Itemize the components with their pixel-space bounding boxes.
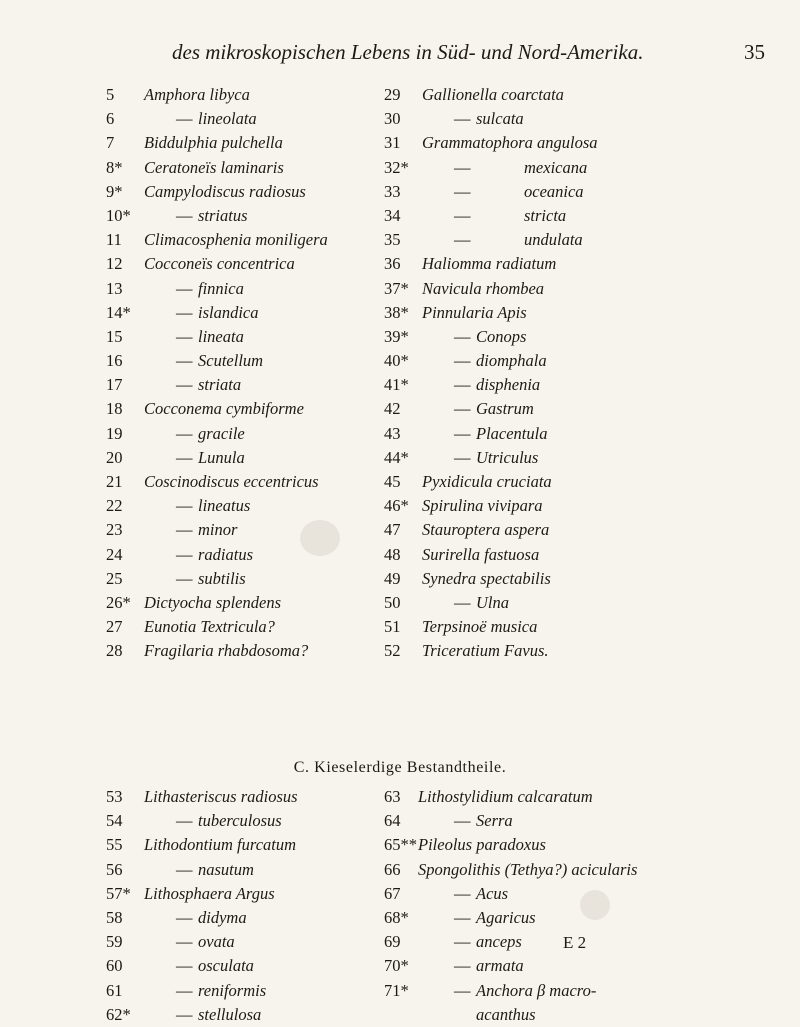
entry-number: 42 xyxy=(384,399,401,419)
entry-number: 27 xyxy=(106,617,123,637)
entry-number: 66 xyxy=(384,859,401,879)
species-name: Utriculus xyxy=(476,447,539,467)
ditto-dash: — xyxy=(454,883,471,903)
entry-number: 18 xyxy=(106,399,123,419)
entry-number: 46* xyxy=(384,496,409,516)
species-name: didyma xyxy=(198,907,247,927)
species-entry xyxy=(384,156,724,180)
ditto-dash: — xyxy=(454,423,471,443)
species-name: Ceratoneïs laminaris xyxy=(144,157,284,177)
species-name: Navicula rhombea xyxy=(422,278,545,298)
entry-number: 15 xyxy=(106,326,123,346)
species-name: reniformis xyxy=(198,980,267,1000)
entry-number: 14* xyxy=(106,302,131,322)
species-entry xyxy=(384,325,724,349)
species-entry xyxy=(384,349,724,373)
species-entry xyxy=(384,930,724,954)
entry-number: 25 xyxy=(106,568,123,588)
entry-number: 17 xyxy=(106,375,123,395)
ditto-dash: — xyxy=(176,1004,193,1024)
entry-number: 48 xyxy=(384,544,401,564)
species-name: disphenia xyxy=(476,375,541,395)
species-name: Anchora β macro- xyxy=(476,980,597,1000)
species-name: Dictyocha splendens xyxy=(144,592,282,612)
species-entry xyxy=(384,204,724,228)
species-name: diomphala xyxy=(476,351,547,371)
entry-number: 35 xyxy=(384,230,401,250)
entry-number: 34 xyxy=(384,205,401,225)
entry-number: 41* xyxy=(384,375,409,395)
species-name: striata xyxy=(198,375,242,395)
entry-number: 59 xyxy=(106,932,123,952)
species-name: Terpsinoë musica xyxy=(422,617,538,637)
species-name: Lithasteriscus radiosus xyxy=(144,787,298,806)
species-name: minor xyxy=(198,520,238,540)
ditto-dash: — xyxy=(176,980,193,1000)
species-name: sulcata xyxy=(476,109,524,129)
species-name: Agaricus xyxy=(476,907,536,927)
entry-number: 61 xyxy=(106,980,123,1000)
species-entry xyxy=(384,785,724,809)
species-name: Surirella fastuosa xyxy=(422,544,540,564)
species-name: anceps xyxy=(476,932,522,952)
entry-number: 64 xyxy=(384,811,401,831)
species-name: subtilis xyxy=(198,568,246,588)
entry-number: 62* xyxy=(106,1004,131,1024)
entry-number: 33 xyxy=(384,181,401,201)
species-entry xyxy=(384,979,724,1003)
species-entry xyxy=(384,422,724,446)
ditto-dash: — xyxy=(176,568,193,588)
entry-number: 19 xyxy=(106,423,123,443)
species-name: lineolata xyxy=(198,109,257,129)
species-list-right-2 xyxy=(384,785,724,1027)
species-entry xyxy=(384,83,724,107)
entry-number: 11 xyxy=(106,230,122,250)
ditto-dash: — xyxy=(454,326,471,346)
entry-number: 24 xyxy=(106,544,123,564)
ditto-dash: — xyxy=(176,932,193,952)
ditto-dash: — xyxy=(454,907,471,927)
species-name: Triceratium Favus. xyxy=(422,641,549,661)
ditto-dash: — xyxy=(176,302,193,322)
species-entry xyxy=(384,639,724,663)
species-name: stellulosa xyxy=(198,1004,262,1024)
entry-number: 49 xyxy=(384,568,401,588)
entry-number: 40* xyxy=(384,351,409,371)
species-name: Pileolus paradoxus xyxy=(418,835,546,855)
running-title: des mikroskopischen Lebens in Süd- und Nord-Amerika. xyxy=(172,40,644,64)
species-entry xyxy=(384,252,724,276)
species-entry xyxy=(384,180,724,204)
species-name: radiatus xyxy=(198,544,254,564)
entry-number: 43 xyxy=(384,423,401,443)
entry-number: 8* xyxy=(106,157,123,177)
species-name: ovata xyxy=(198,932,235,952)
entry-number: 56 xyxy=(106,859,123,879)
species-name: striatus xyxy=(198,205,248,225)
species-name: undulata xyxy=(524,230,583,250)
entry-number: 63 xyxy=(384,787,401,806)
ditto-dash: — xyxy=(454,205,471,225)
species-entry xyxy=(384,567,724,591)
entry-number: 12 xyxy=(106,254,123,274)
species-name: Lithodontium furcatum xyxy=(144,835,297,855)
species-name: Spongolithis (Tethya?) acicularis xyxy=(418,859,638,879)
species-name: Gallionella coarctata xyxy=(422,85,564,104)
species-name: Acus xyxy=(476,883,509,903)
entry-number: 39* xyxy=(384,326,409,346)
ditto-dash: — xyxy=(176,375,193,395)
ditto-dash: — xyxy=(176,956,193,976)
entry-number: 68* xyxy=(384,907,409,927)
species-name: Climacosphenia moniligera xyxy=(144,230,328,250)
entry-number: 10* xyxy=(106,205,131,225)
ditto-dash: — xyxy=(176,859,193,879)
entry-number: 36 xyxy=(384,254,401,274)
section-heading: C. Kieselerdige Bestandtheile. xyxy=(293,759,507,776)
species-name: Serra xyxy=(476,811,513,831)
species-entry xyxy=(384,131,724,155)
species-entry xyxy=(384,277,724,301)
species-entry xyxy=(384,906,724,930)
entry-number: 30 xyxy=(384,109,401,129)
ditto-dash: — xyxy=(454,157,471,177)
ditto-dash: — xyxy=(176,351,193,371)
species-name: Ulna xyxy=(476,592,509,612)
entry-number: 32* xyxy=(384,157,409,177)
species-name: Placentula xyxy=(476,423,548,443)
signature-mark: E 2 xyxy=(563,933,587,952)
species-name: Fragilaria rhabdosoma? xyxy=(144,641,309,661)
species-name: nasutum xyxy=(198,859,254,879)
species-entry xyxy=(384,470,724,494)
species-name: Cocconeïs concentrica xyxy=(144,254,295,274)
species-name: armata xyxy=(476,956,524,976)
entry-number: 29 xyxy=(384,85,401,104)
species-name: Coscinodiscus eccentricus xyxy=(144,472,319,491)
species-name: Synedra spectabilis xyxy=(422,568,551,588)
entry-number: 57* xyxy=(106,883,131,903)
entry-number: 47 xyxy=(384,520,401,540)
species-entry xyxy=(384,543,724,567)
species-entry xyxy=(384,228,724,252)
entry-number: 52 xyxy=(384,641,401,661)
species-entry xyxy=(384,397,724,421)
entry-number: 45 xyxy=(384,472,401,491)
species-entry xyxy=(384,373,724,397)
species-name: Cocconema cymbiforme xyxy=(144,399,304,419)
entry-number: 7 xyxy=(106,133,115,153)
species-name: osculata xyxy=(198,956,254,976)
species-entry xyxy=(384,518,724,542)
page-number: 35 xyxy=(744,40,765,64)
running-header xyxy=(0,40,800,70)
species-entry xyxy=(384,833,724,857)
species-name: Lunula xyxy=(198,447,245,467)
species-name: Campylodiscus radiosus xyxy=(144,181,306,201)
ditto-dash: — xyxy=(454,351,471,371)
entry-number: 54 xyxy=(106,811,123,831)
ditto-dash: — xyxy=(454,980,471,1000)
ditto-dash: — xyxy=(176,205,193,225)
entry-number: 58 xyxy=(106,907,123,927)
ditto-dash: — xyxy=(454,375,471,395)
ditto-dash: — xyxy=(454,592,471,612)
ditto-dash: — xyxy=(176,544,193,564)
entry-number: 70* xyxy=(384,956,409,976)
entry-number: 5 xyxy=(106,85,115,104)
species-name: stricta xyxy=(524,205,567,225)
species-entry xyxy=(384,882,724,906)
species-name: acanthus xyxy=(476,1004,536,1024)
species-entry xyxy=(384,615,724,639)
ditto-dash: — xyxy=(454,956,471,976)
entry-number: 50 xyxy=(384,592,401,612)
species-entry xyxy=(384,954,724,978)
species-name: Pyxidicula cruciata xyxy=(422,472,552,491)
species-entry xyxy=(384,1003,724,1027)
species-name: Haliomma radiatum xyxy=(422,254,557,274)
species-entry xyxy=(384,809,724,833)
species-name: Scutellum xyxy=(198,351,264,371)
entry-number: 44* xyxy=(384,447,409,467)
species-list-right-1 xyxy=(384,83,724,664)
ditto-dash: — xyxy=(176,109,193,129)
entry-number: 20 xyxy=(106,447,123,467)
species-name: finnica xyxy=(198,278,244,298)
species-entry xyxy=(384,858,724,882)
species-name: gracile xyxy=(198,423,245,443)
ditto-dash: — xyxy=(454,447,471,467)
species-entry xyxy=(384,107,724,131)
entry-number: 31 xyxy=(384,133,401,153)
ditto-dash: — xyxy=(454,109,471,129)
species-name: tuberculosus xyxy=(198,811,282,831)
species-entry xyxy=(384,446,724,470)
entry-number: 55 xyxy=(106,835,123,855)
ditto-dash: — xyxy=(176,423,193,443)
entry-number: 26* xyxy=(106,592,131,612)
species-entry xyxy=(384,494,724,518)
entry-number: 22 xyxy=(106,496,123,516)
ditto-dash: — xyxy=(454,230,471,250)
species-name: Gastrum xyxy=(476,399,534,419)
species-name: Eunotia Textricula? xyxy=(144,617,275,637)
entry-number: 69 xyxy=(384,932,401,952)
species-name: mexicana xyxy=(524,157,588,177)
ditto-dash: — xyxy=(176,520,193,540)
species-name: islandica xyxy=(198,302,259,322)
species-name: Grammatophora angulosa xyxy=(422,133,598,153)
ditto-dash: — xyxy=(176,447,193,467)
entry-number: 37* xyxy=(384,278,409,298)
ditto-dash: — xyxy=(176,278,193,298)
ditto-dash: — xyxy=(454,811,471,831)
species-name: Conops xyxy=(476,326,527,346)
entry-number: 21 xyxy=(106,472,123,491)
species-entry xyxy=(384,301,724,325)
entry-number: 9* xyxy=(106,181,123,201)
entry-number: 23 xyxy=(106,520,123,540)
species-name: lineatus xyxy=(198,496,251,516)
ditto-dash: — xyxy=(176,326,193,346)
entry-number: 6 xyxy=(106,109,115,129)
species-name: Amphora libyca xyxy=(144,85,250,104)
species-name: lineata xyxy=(198,326,244,346)
entry-number: 53 xyxy=(106,787,123,806)
ditto-dash: — xyxy=(454,181,471,201)
species-entry xyxy=(384,591,724,615)
species-name: Lithosphaera Argus xyxy=(144,883,275,903)
species-name: Biddulphia pulchella xyxy=(144,133,283,153)
entry-number: 28 xyxy=(106,641,123,661)
entry-number: 38* xyxy=(384,302,409,322)
species-name: Lithostylidium calcaratum xyxy=(418,787,593,806)
ditto-dash: — xyxy=(176,496,193,516)
entry-number: 60 xyxy=(106,956,123,976)
ditto-dash: — xyxy=(176,907,193,927)
ditto-dash: — xyxy=(454,932,471,952)
entry-number: 16 xyxy=(106,351,123,371)
entry-number: 67 xyxy=(384,883,401,903)
ditto-dash: — xyxy=(176,811,193,831)
entry-number: 13 xyxy=(106,278,123,298)
entry-number: 51 xyxy=(384,617,401,637)
species-name: Spirulina vivipara xyxy=(422,496,543,516)
species-name: oceanica xyxy=(524,181,584,201)
species-name: Pinnularia Apis xyxy=(422,302,527,322)
species-name: Stauroptera aspera xyxy=(422,520,550,540)
ditto-dash: — xyxy=(454,399,471,419)
entry-number: 65** xyxy=(384,835,417,855)
entry-number: 71* xyxy=(384,980,409,1000)
